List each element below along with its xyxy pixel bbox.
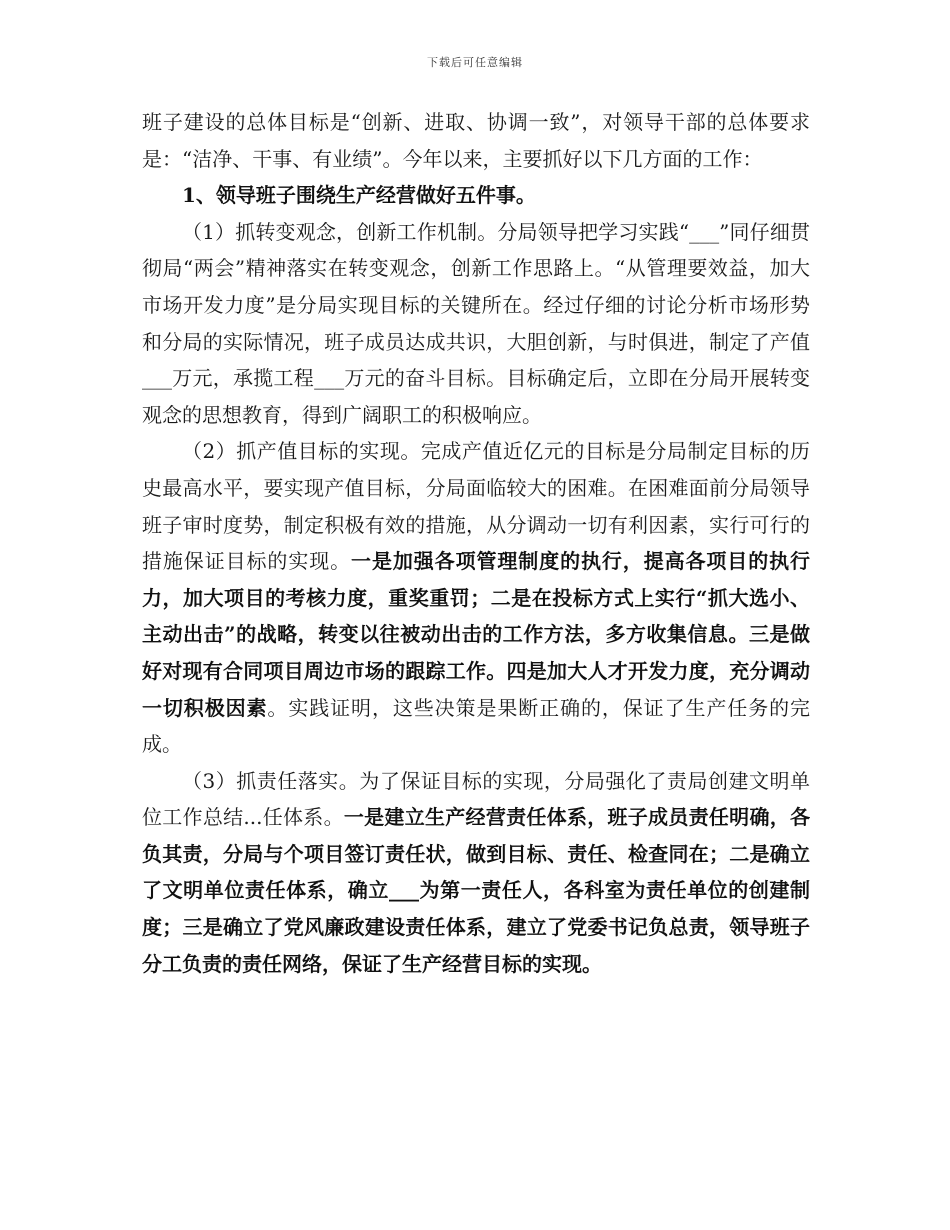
section-heading-1: 1、领导班子围绕生产经营做好五件事。 — [182, 183, 536, 208]
intro-paragraph: 班子建设的总体目标是“创新、进取、协调一致”，对领导干部的总体要求是：“洁净、干事、有业绩”。今年以来，主要抓好以下几方面的工作： — [142, 110, 810, 171]
paragraph-3-intro: （3）抓责任落实。为了保证目标的实现，分局强化了责局创建文明单位工作总结...任体系。 — [142, 768, 810, 830]
page-header: 下载后可任意编辑 — [427, 56, 523, 69]
paragraph-2-conclusion: 。实践证明，这些决策是果断正确的，保证了生产任务的完成。 — [142, 695, 811, 757]
paragraph-2-intro: （2）抓产值目标的实现。完成产值近亿元的目标是分局制定目标的历史最高水平，要实现产值目标，分局面临较大的困难。在困难面前分局领导班子审时度势，制定积极有效的措施，从分调动一切有利因素，实行可行的措施保证目标的实现。 — [142, 439, 810, 574]
paragraph-1: （1）抓转变观念，创新工作机制。分局领导把学习实践“___”同仔细贯彻局“两会”精神落实在转变观念，创新工作思路上。“从管理要效益，加大市场开发力度”是分局实现目标的关键所在。经过仔细的讨论分析市场形势和分局的实际情况，班子成员达成共识，大胆创新，与时俱进，制定了产值___万元，承揽工程___万元的奋斗目标。目标确定后，立即在分局开展转变观念的思想教育，得到广阔职工的积极响应。 — [142, 219, 810, 427]
paragraph-2 — [142, 433, 810, 762]
document-body — [142, 104, 810, 982]
paragraph-2-bold-measures: 一是加强各项管理制度的执行，提高各项目的执行力，加大项目的考核力度，重奖重罚；二是在投标方式上实行“抓大选小、主动出击”的战略，转变以往被动出击的工作方法，多方收集信息。三是做好对现有合同项目周边市场的跟踪工作。四是加大人才开发力度，充分调动一切积极因素 — [142, 549, 811, 720]
paragraph-3-bold-systems: 一是建立生产经营责任体系，班子成员责任明确，各负其责，分局与个项目签订责任状，做到目标、责任、检查同在；二是确立了文明单位责任体系，确立___为第一责任人，各科室为责任单位的创建制度；三是确立了党风廉政建设责任体系，建立了党委书记负总责，领导班子分工负责的责任网络，保证了生产经营目标的实现。 — [142, 805, 811, 976]
paragraph-3 — [142, 763, 810, 983]
